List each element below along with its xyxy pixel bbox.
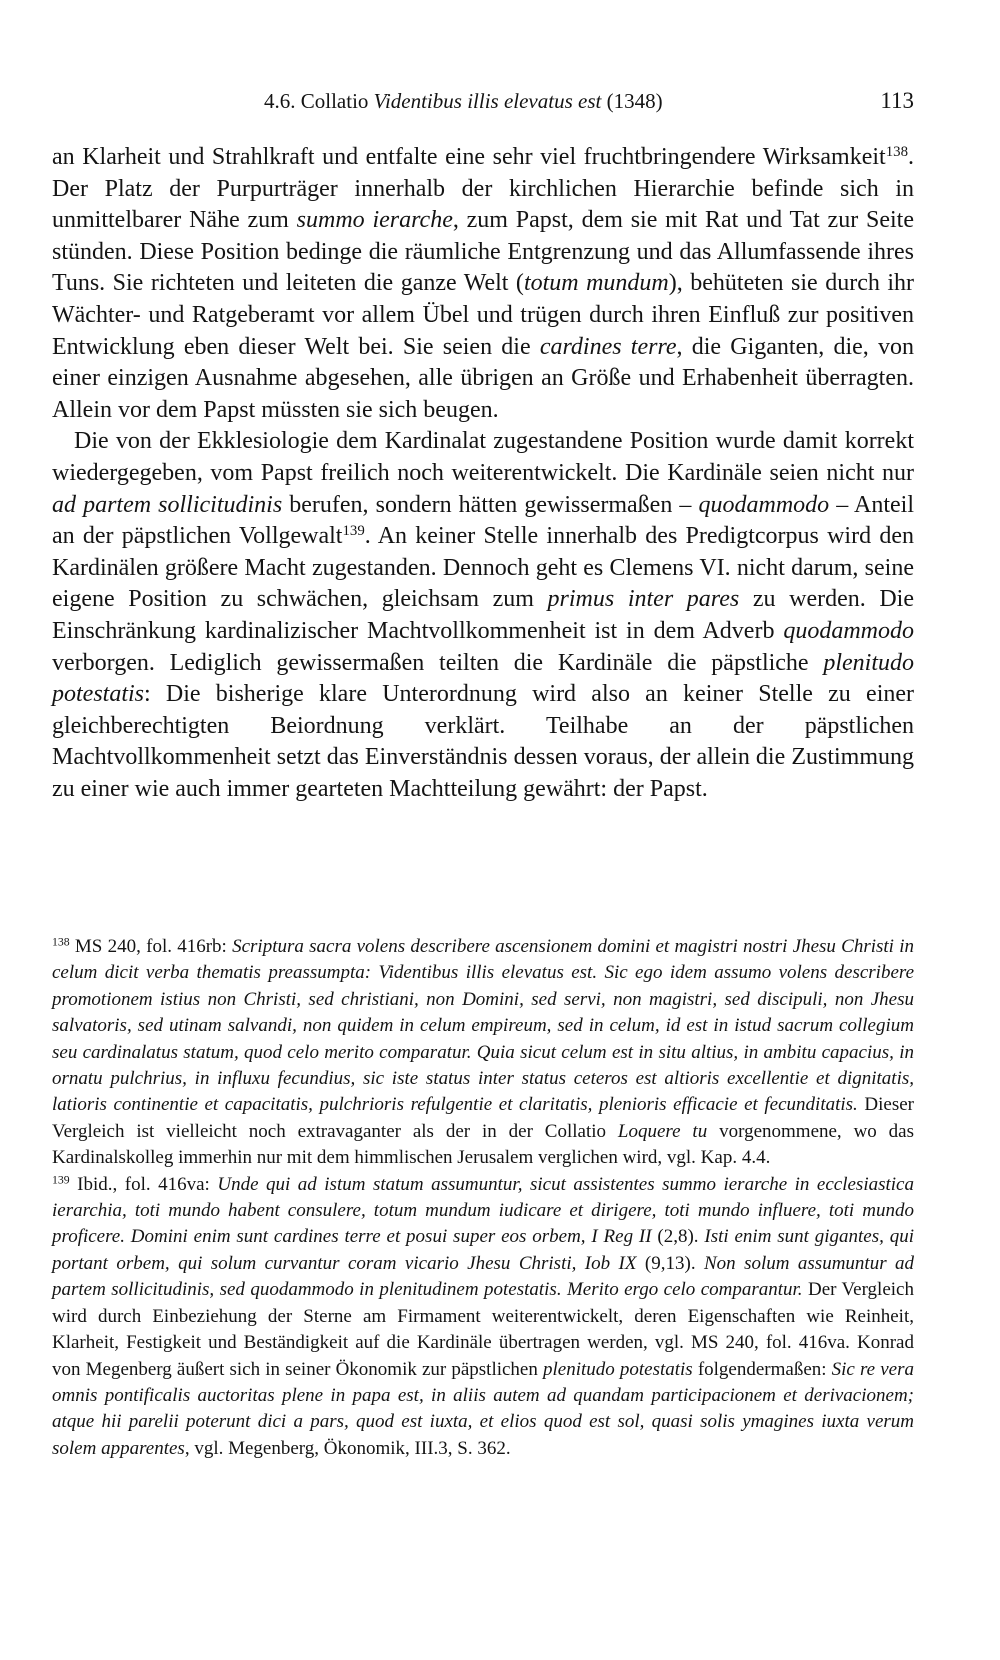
text-run: Dieser Vergleich ist vielleicht noch extravaganter als der in der Collatio [52,1094,914,1142]
footnotes [52,934,914,1462]
italic-term: quodammodo [783,617,914,644]
text-run: , zum Papst, dem sie mit Rat und Tat zur Seite stünden. Diese Position bedinge die räumliche Entgrenzung und das Allumfassende ihres Tuns. Sie richteten und leiteten die ganze Welt ( [52,207,914,297]
collatio-title: Videntibus illis elevatus est [373,89,602,113]
italic-term: cardines terre [539,333,677,360]
text-run: Die von der Ekklesiologie dem Kardinalat zugestandene Position wurde damit korrekt wiedergegeben, vom Papst freilich noch weiterentwickelt. Die Kardinäle seien nicht nur [52,428,914,486]
text-run: MS 240, fol. 416rb: [69,936,233,957]
footnote-139 [52,1172,914,1462]
text-run: . Der Platz der Purpurträger innerhalb der kirchlichen Hierarchie befinde sich in unmittelbarer Nähe zum [52,144,914,234]
text-run: Der Vergleich wird durch Einbeziehung der Sterne am Firmament weiterentwickelt, deren Eigenschaften wie Reinheit, Klarheit, Festigkeit und Beständigkeit auf die Kardinäle übertragen werden, vgl. MS 240, fol. 416va. Konrad von Megenberg äußert sich in seiner Ökonomik zur päpstlichen [52,1279,914,1380]
footnote-ref-138[interactable]: 138 [885,143,908,160]
latin-quote: Sic re vera omnis pontificalis auctoritas plene in papa est, in aliis autem ad quandam participacionem et derivacionem; atque hii parelii poterunt dici a pars, quod est iuxta, et elios quod est sol, quasi solis ymagines iuxta verum solem apparentes [52,1358,914,1459]
text-run: verborgen. Lediglich gewissermaßen teilten die Kardinäle die päpstliche [52,649,824,676]
body-text [52,142,914,805]
text-run: , vgl. Megenberg, Ökonomik, III.3, S. 362. [184,1437,511,1459]
text-run: : Die bisherige klare Unterordnung wird also an keiner Stelle zu einer gleichberechtigten Beiordnung verklärt. Teilhabe an der päpstlichen Machtvollkommenheit setzt das Einverständnis dessen voraus, der allein die Zustimmung zu einer wie auch immer gearteten Machtteilung gewährt: der Papst. [52,681,914,802]
page-number: 113 [880,88,914,113]
text-run: folgendermaßen: [692,1358,832,1380]
text-run: (2,8). [651,1226,705,1248]
paragraph-1 [52,142,914,426]
italic-term: summo ierarche [296,207,453,234]
latin-quote: Scriptura sacra volens describere ascensionem domini et magistri nostri Jhesu Christi in celum dicit verba thematis preassumpta: Videntibus illis elevatus est. Sic ego idem assumo volens describere promotionem istius non Christi, sed christiani, non Domini, sed servi, non magistri, sed discipuli, non Jhesu salvatoris, sed utinam salvandi, non quidem in celum empireum, sed in celum, id est in istud sacrum collegium seu cardinalatus statum, quod celo merito comparatur. Quia sicut celum est in situ altius, in ambitu capacius, in ornatu pulchrius, in influxu fecundius, sic iste status inter status ceteros est altioris excellentie et dignitatis, latioris continentie et capacitatis, pulchrioris refulgentie et claritatis, plenioris efficacie et fecunditatis. [52,936,914,1116]
latin-quote: Isti enim sunt gigantes, qui portant orbem, qui solum curvantur coram vicario Jhesu Christi, Iob IX [52,1226,914,1274]
italic-term: plenitudo potestatis [542,1358,693,1380]
text-run: , die Giganten, die, von einer einzigen Ausnahme abgesehen, alle übrigen an Größe und Erhabenheit überragten. Allein vor dem Papst müssten sie sich beugen. [52,333,914,423]
text-run: berufen, sondern hätten gewissermaßen – [282,491,699,518]
footnote-ref-139[interactable]: 139 [342,522,365,539]
text-run: – Anteil an der päpstlichen Vollgewalt [52,491,914,550]
text-run: ), behüteten sie durch ihr Wächter- und Ratgeberamt vor allem Übel und trügen durch ihren Einfluß zur positiven Entwicklung eben dieser Welt bei. Sie seien die [52,270,914,360]
text-run: an Klarheit und Strahlkraft und entfalte eine sehr viel fruchtbringendere Wirksamkeit [52,144,886,170]
italic-term: primus inter pares [547,586,740,613]
text-run: Ibid., fol. 416va: [69,1173,218,1195]
collatio-year: (1348) [606,89,663,113]
footnote-number: 139 [52,1173,70,1187]
latin-quote: Non solum assumuntur ad partem sollicitudinis, sed quodammodo in plenitudinem potestatis. Merito ergo celo comparantur. [52,1252,915,1301]
text-run: vorgenommene, wo das Kardinalskolleg immerhin nur mit dem himmlischen Jerusalem verglichen wird, vgl. Kap. 4.4. [52,1120,915,1169]
running-title [264,84,663,118]
footnote-138 [52,934,914,1172]
paragraph-2 [52,426,914,805]
italic-term: ad partem sollicitudinis [52,491,283,518]
text-run: (9,13). [636,1252,704,1274]
latin-quote: Unde qui ad istum statum assumuntur, sicut assistentes summo ierarche in ecclesiastica ierarchia, toti mundo habent consulere, totum mundum iudicare et dirigere, toti mundo influere, toti mundo proficere. Domini enim sunt cardines terre et posui super eos orbem, I Reg II [52,1173,914,1248]
running-head [52,84,914,118]
italic-term: plenitudo potestatis [52,649,914,708]
italic-term: totum mundum [523,270,669,297]
section-label: 4.6. Collatio [264,89,369,113]
italic-term: quodammodo [698,491,830,518]
italic-term: Loquere tu [617,1120,708,1142]
text-run: zu werden. Die Einschränkung kardinalizischer Machtvollkommenheit ist in dem Adverb [52,586,915,644]
text-run: . An keiner Stelle innerhalb des Predigtcorpus wird den Kardinälen größere Macht zugestanden. Dennoch geht es Clemens VI. nicht darum, seine eigene Position zu schwächen, gleichsam zum [52,523,914,613]
footnote-number: 138 [52,935,70,949]
